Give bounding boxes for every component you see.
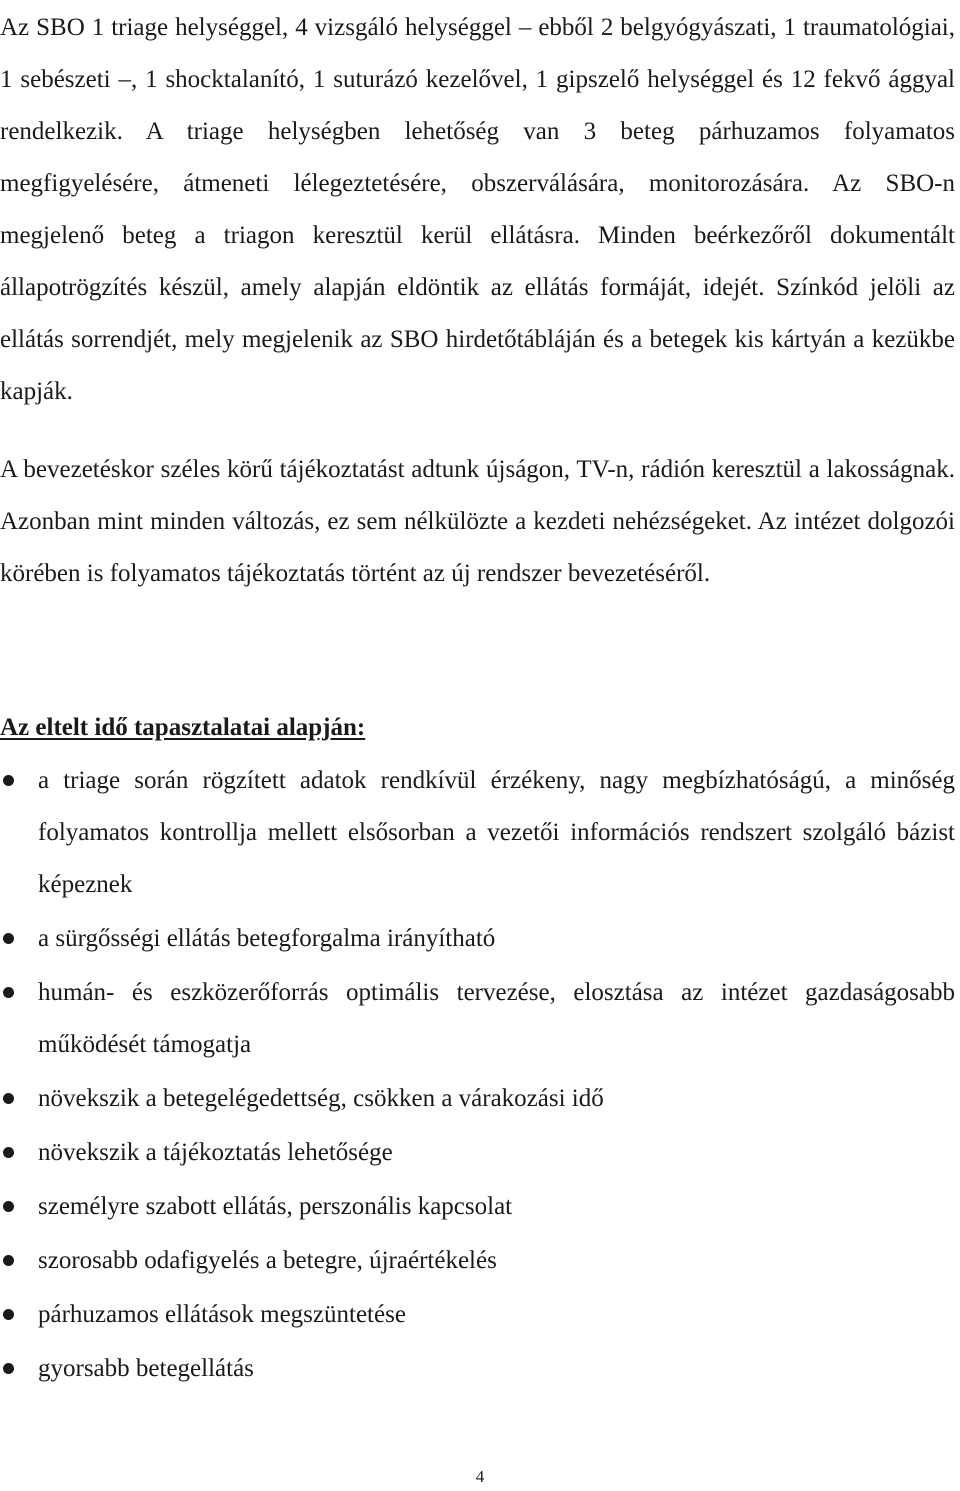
list-item <box>0 1343 955 1395</box>
bullet-list <box>0 755 955 1397</box>
section-heading: Az eltelt idő tapasztalatai alapján: <box>0 714 366 741</box>
page-number: 4 <box>475 1467 485 1486</box>
list-item <box>0 1073 955 1125</box>
bullet-icon <box>3 1255 14 1266</box>
list-item <box>0 1127 955 1179</box>
list-item-text: gyorsabb betegellátás <box>38 1355 254 1382</box>
list-item-text: szorosabb odafigyelés a betegre, újraértékelés <box>38 1247 497 1274</box>
bullet-icon <box>3 933 14 944</box>
list-item-text: a sürgősségi ellátás betegforgalma irányítható <box>38 925 496 952</box>
list-item-text: növekszik a tájékoztatás lehetősége <box>38 1139 393 1166</box>
bullet-icon <box>3 1309 14 1320</box>
list-item <box>0 913 955 965</box>
list-item-text: párhuzamos ellátások megszüntetése <box>38 1301 406 1328</box>
bullet-icon <box>3 987 14 998</box>
list-item-text: humán- és eszközerőforrás optimális tervezése, elosztása az intézet gazdaságosabb működését támogatja <box>38 979 955 1058</box>
bullet-icon <box>3 1147 14 1158</box>
list-item-text: a triage során rögzített adatok rendkívül érzékeny, nagy megbízhatóságú, a minőség folyamatos kontrollja mellett elsősorban a vezetői információs rendszert szolgáló bázist képeznek <box>38 767 955 898</box>
bullet-icon <box>3 1093 14 1104</box>
list-item <box>0 1181 955 1233</box>
bullet-icon <box>3 775 14 786</box>
list-item-text: növekszik a betegelégedettség, csökken a várakozási idő <box>38 1085 604 1112</box>
list-item-text: személyre szabott ellátás, perszonális kapcsolat <box>38 1193 513 1220</box>
bullet-icon <box>3 1201 14 1212</box>
list-item <box>0 1289 955 1341</box>
list-item <box>0 967 955 1071</box>
bullet-icon <box>3 1363 14 1374</box>
body-paragraph: Az SBO 1 triage helységgel, 4 vizsgáló helységgel – ebből 2 belgyógyászati, 1 traumatológiai, 1 sebészeti –, 1 shocktalanító, 1 suturázó kezelővel, 1 gipszelő helységgel és 12 fekvő ággyal rendelkezik. A triage helységben lehetőség van 3 beteg párhuzamos folyamatos megfigyelésére, átmeneti lélegeztetésére, obszerválására, monitorozására. Az SBO-n megjelenő beteg a triagon keresztül kerül ellátásra. Minden beérkezőről dokumentált állapotrögzítés készül, amely alapján eldöntik az ellátás formáját, idejét. Színkód jelöli az ellátás sorrendjét, mely megjelenik az SBO hirdetőtábláján és a betegek kis kártyán a kezükbe kapják. <box>0 14 955 405</box>
list-item <box>0 1235 955 1287</box>
list-item <box>0 755 955 911</box>
body-paragraph: A bevezetéskor széles körű tájékoztatást adtunk újságon, TV-n, rádión keresztül a lakosságnak. Azonban mint minden változás, ez sem nélkülözte a kezdeti nehézségeket. Az intézet dolgozói körében is folyamatos tájékoztatás történt az új rendszer bevezetéséről. <box>0 456 955 587</box>
